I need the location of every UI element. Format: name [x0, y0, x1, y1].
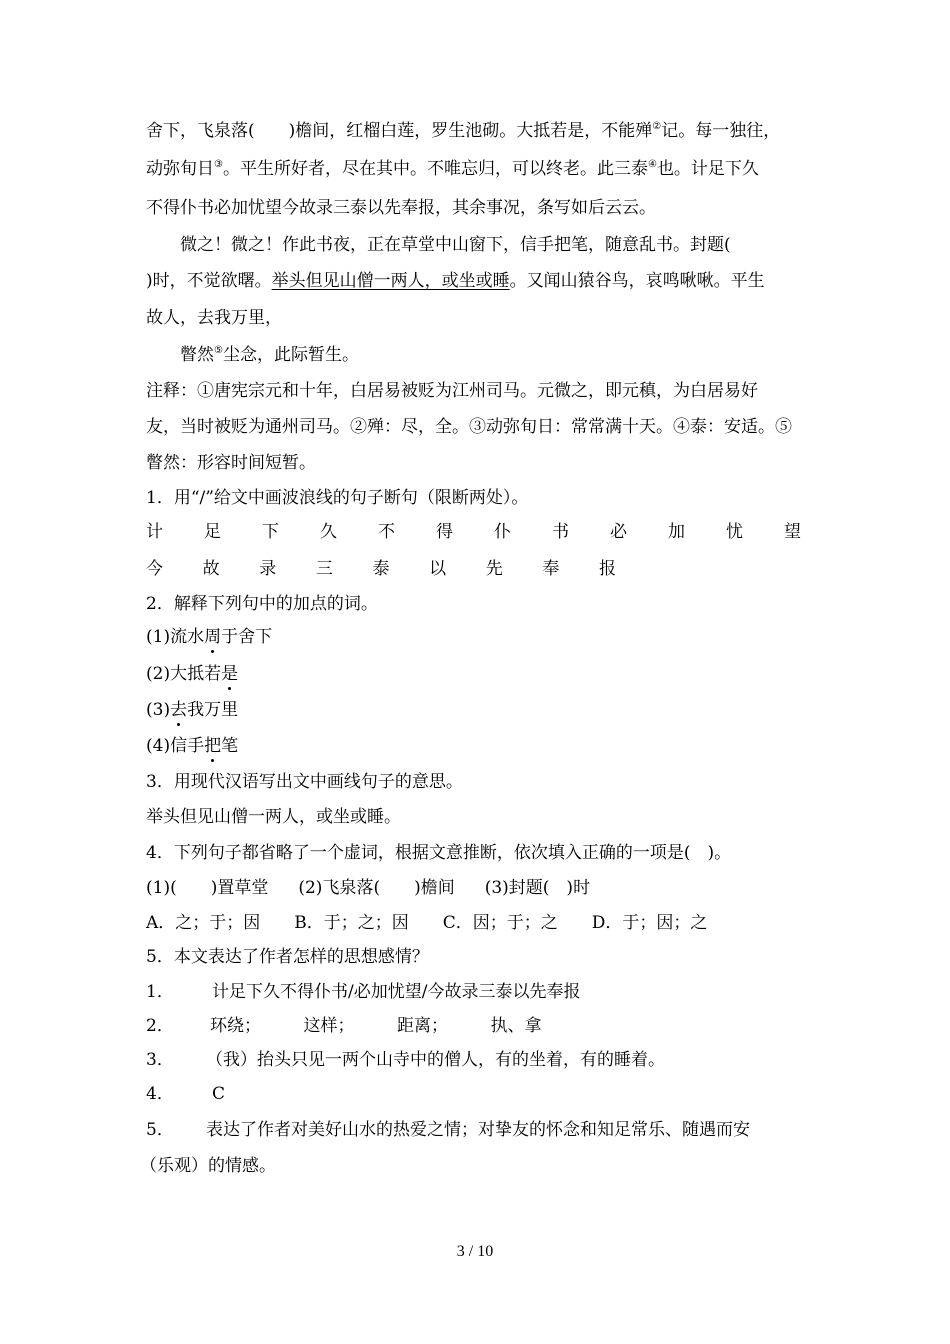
passage-line-3: 不得仆书必加忧望今故录三泰以先奉报，其余事况，条写如后云云。	[146, 198, 656, 218]
q4-options: A．之；于；因 B．于；之；因 C．因；于；之 D．于；因；之	[146, 913, 708, 933]
answer-2: 2． 环绕； 这样； 距离； 执、拿	[146, 1016, 542, 1036]
q3-sentence: 举头但见山僧一两人，或坐或睡。	[146, 807, 401, 827]
page-number: 3 / 10	[456, 1243, 494, 1260]
notes-line-1: 注释：①唐宪宗元和十年，白居易被贬为江州司马。元微之，即元稹，为白居易好	[146, 381, 758, 401]
notes-line-2: 友，当时被贬为通州司马。②殚：尽，全。③动弥旬日：常常满十天。④泰：安适。⑤	[146, 417, 792, 437]
underlined-sentence: 举头但见山僧一两人，或坐或睡	[271, 271, 510, 291]
passage-line-6: 故人，去我万里，	[146, 308, 282, 328]
dotted-char: 周	[204, 627, 222, 647]
passage-line-4: 微之！微之！作此书夜，正在草堂中山窗下，信手把笔，随意乱书。封题(	[180, 235, 731, 255]
question-1: 1．用“/”给文中画波浪线的句子断句（限断两处）。	[146, 488, 529, 508]
answer-3: 3． （我）抬头只见一两个山寺中的僧人，有的坐着，有的睡着。	[146, 1050, 665, 1070]
passage-line-5: )时，不觉欲曙。举头但见山僧一两人，或坐或睡。又闻山猿谷鸟，哀鸣啾啾。平生	[146, 271, 765, 291]
dotted-char: 是	[221, 664, 239, 684]
q1-char-row-1: 计 足 下 久 不 得 仆 书 必 加 忧 望	[146, 522, 801, 542]
q2-item-1: (1)流水周于舍下	[146, 627, 273, 647]
passage-line-2: 动弥旬日③。平生所好者，尽在其中。不唯忘归，可以终老。此三泰④也。计足下久	[146, 159, 759, 179]
passage-line-7: 瞥然⑤尘念，此际暂生。	[180, 345, 359, 365]
passage-line-1: 舍下，飞泉落( )檐间，红榴白莲，罗生池砌。大抵若是，不能殚②记。每一独往，	[146, 121, 781, 141]
q2-item-4: (4)信手把笔	[146, 736, 239, 756]
dotted-char: 把	[204, 736, 222, 756]
q2-item-2: (2)大抵若是	[146, 664, 239, 684]
answer-5: 5． 表达了作者对美好山水的热爱之情；对挚友的怀念和知足常乐、随遇而安	[146, 1120, 750, 1140]
question-2: 2．解释下列句中的加点的词。	[146, 594, 378, 614]
q1-char-row-2: 今 故 录 三 泰 以 先 奉 报	[146, 559, 616, 579]
dotted-char: 去	[170, 700, 188, 720]
question-5: 5．本文表达了作者怎样的思想感情？	[146, 947, 429, 967]
q4-items: (1)( )置草堂 (2)飞泉落( )檐间 (3)封题( )时	[146, 878, 591, 898]
question-3: 3．用现代汉语写出文中画线句子的意思。	[146, 772, 463, 792]
question-4: 4．下列句子都省略了一个虚词，根据文意推断，依次填入正确的一项是( )。	[146, 843, 732, 863]
answer-4: 4． C	[146, 1084, 226, 1104]
notes-line-3: 瞥然：形容时间短暂。	[146, 453, 316, 473]
answer-5-continued: （乐观）的情感。	[140, 1156, 276, 1176]
q2-item-3: (3)去我万里	[146, 700, 239, 720]
answer-1: 1． 计足下久不得仆书/必加忧望/今故录三泰以先奉报	[146, 982, 581, 1002]
